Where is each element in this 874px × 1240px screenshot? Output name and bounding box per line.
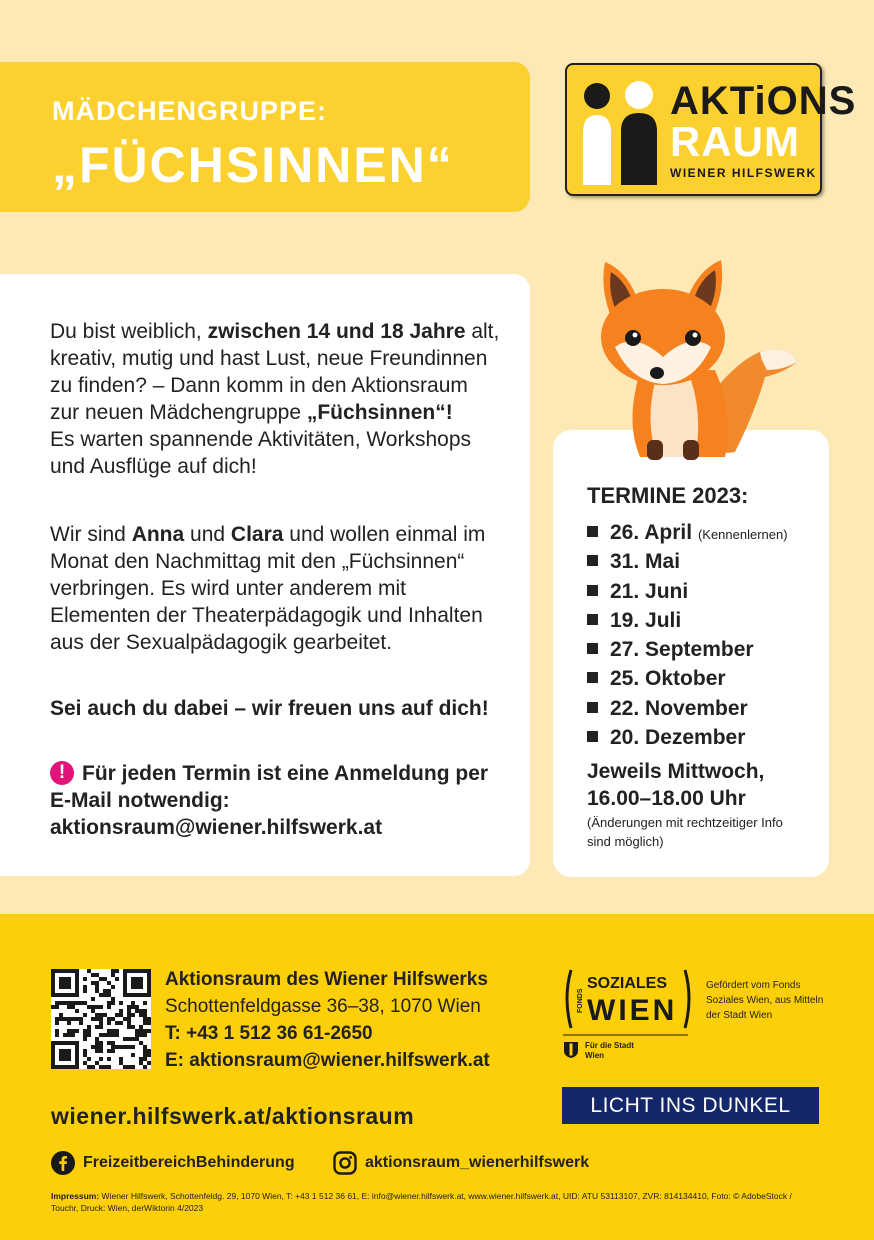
impressum: Impressum: Wiener Hilfswerk, Schottenfeldg. 29, 1070 Wien, T: +43 1 512 36 61, E: info@wiener.hilfswerk.at, www.wiener.hilfswerk.at, UID: ATU 53113107, ZVR: 814134410, Foto: © AdobeStock / Touchr, Druck: Wien, derWiktorin 4/2023	[51, 1191, 792, 1213]
facebook-link[interactable]: FreizeitbereichBehinderung	[51, 1151, 295, 1175]
dates-title: TERMINE 2023:	[587, 483, 749, 508]
fox-illustration-icon	[585, 252, 805, 464]
bullet-square-icon	[587, 731, 598, 742]
fsw-fonds: FONDS	[577, 988, 584, 1013]
changes-note: (Änderungen mit rechtzeitiger Info sind möglich)	[587, 815, 783, 849]
registration-notice: ! Für jeden Termin ist eine Anmeldung per E-Mail notwendig: aktionsraum@wiener.hilfswerk.at	[50, 762, 489, 839]
fsw-subline: Für die Stadt Wien	[585, 1041, 634, 1060]
email[interactable]: E: aktionsraum@wiener.hilfswerk.at	[165, 1050, 490, 1071]
exclamation-icon: !	[50, 761, 74, 785]
date-item: 21. Juni	[587, 577, 788, 606]
date-item: 19. Juli	[587, 606, 788, 635]
contact-block	[165, 966, 490, 1074]
bullet-square-icon	[587, 643, 598, 654]
date-item: 25. Oktober	[587, 664, 788, 693]
aktionsraum-logo	[565, 63, 857, 196]
logo-word-raum: RAUM	[670, 118, 800, 165]
fsw-soziales: SOZIALES	[587, 975, 668, 992]
invite-paragraph: Sei auch du dabei – wir freuen uns auf dich!	[50, 697, 489, 720]
dates-list	[587, 518, 788, 752]
instagram-icon	[333, 1151, 357, 1175]
address: Schottenfeldgasse 36–38, 1070 Wien	[165, 996, 481, 1017]
date-item: 22. November	[587, 694, 788, 723]
logo-word-aktions: AKTiONS	[670, 79, 857, 123]
fsw-wien: WIEN	[587, 994, 678, 1027]
phone[interactable]: T: +43 1 512 36 61-2650	[165, 1023, 373, 1044]
date-item: 27. September	[587, 635, 788, 664]
bullet-square-icon	[587, 526, 598, 537]
bullet-square-icon	[587, 672, 598, 683]
fonds-soziales-wien-logo	[563, 968, 693, 1038]
date-item: 20. Dezember	[587, 723, 788, 752]
intro-paragraph: Du bist weiblich, zwischen 14 und 18 Jahre alt, kreativ, mutig und hast Lust, neue Freundinnen zu finden? – Dann komm in den Aktionsraum zur neuen Mädchengruppe „Füchsinnen“! Es warten spannende Aktivitäten, Workshops und Ausflüge auf dich!	[50, 320, 500, 478]
date-item: 31. Mai	[587, 547, 788, 576]
website-link[interactable]: wiener.hilfswerk.at/aktionsraum	[51, 1103, 415, 1129]
funding-note: Gefördert vom Fonds Soziales Wien, aus Mitteln der Stadt Wien	[706, 980, 824, 1021]
bullet-square-icon	[587, 555, 598, 566]
team-paragraph: Wir sind Anna und Clara und wollen einmal im Monat den Nachmittag mit den „Füchsinnen“ verbringen. Es wird unter anderem mit Elementen der Theaterpädagogik und Inhalten aus der Sexualpädagogik gearbeitet.	[50, 523, 486, 654]
bullet-square-icon	[587, 702, 598, 713]
qr-code-icon	[51, 969, 151, 1069]
logo-subtitle: WIENER HILFSWERK	[670, 166, 817, 180]
facebook-icon	[51, 1151, 75, 1175]
licht-ins-dunkel-logo: LICHT INS DUNKEL	[562, 1087, 819, 1124]
bullet-square-icon	[587, 614, 598, 625]
page-title: „FÜCHSINNEN“	[52, 137, 454, 193]
figures-icon	[577, 81, 667, 185]
date-item: 26. April (Kennenlernen)	[587, 518, 788, 547]
org-name: Aktionsraum des Wiener Hilfswerks	[165, 969, 488, 990]
vienna-coat-of-arms-icon	[564, 1042, 578, 1058]
instagram-link[interactable]: aktionsraum_wienerhilfswerk	[333, 1151, 589, 1175]
bullet-square-icon	[587, 585, 598, 596]
page-subtitle: MÄDCHENGRUPPE:	[52, 96, 328, 126]
weekday-time: Jeweils Mittwoch, 16.00–18.00 Uhr	[587, 760, 765, 810]
